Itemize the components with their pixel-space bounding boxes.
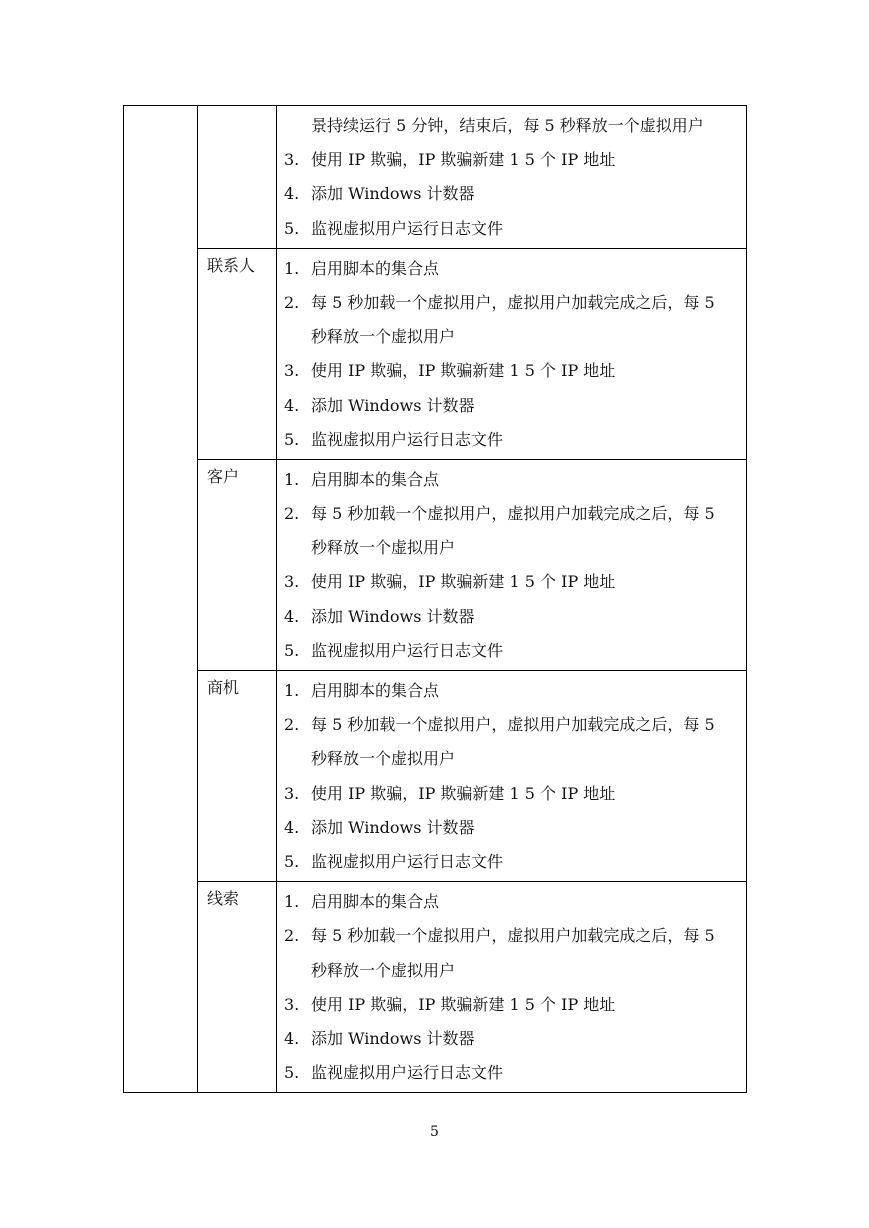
section-items-cell [277,106,747,249]
section-items-cell [277,248,747,459]
section-label-cell [198,882,277,1093]
list-item: 3. 使用 IP 欺骗，IP 欺骗新建 1 5 个 IP 地址 [284,994,616,1014]
scenario-table [123,105,747,1093]
list-item: 5. 监视虚拟用户运行日志文件 [284,429,504,449]
list-item: 1. 启用脚本的集合点 [284,892,440,912]
list-item: 2. 每 5 秒加载一个虚拟用户，虚拟用户加载完成之后，每 5 [284,292,715,312]
list-item: 3. 使用 IP 欺骗，IP 欺骗新建 1 5 个 IP 地址 [284,783,616,803]
list-item: 1. 启用脚本的集合点 [284,469,440,489]
list-item: 5. 监视虚拟用户运行日志文件 [284,1063,504,1083]
section-label-cell [198,459,277,670]
list-item: 4. 添加 Windows 计数器 [284,395,475,415]
blank-first-column [124,106,198,1093]
list-item-wrap: 秒释放一个虚拟用户 [311,327,456,347]
table-row [124,882,747,1093]
list-item: 4. 添加 Windows 计数器 [284,184,475,204]
list-item: 5. 监视虚拟用户运行日志文件 [284,640,504,660]
list-item: 4. 添加 Windows 计数器 [284,606,475,626]
section-label-cell [198,248,277,459]
list-item-continuation: 景持续运行 5 分钟，结束后，每 5 秒释放一个虚拟用户 [311,116,704,135]
list-item: 2. 每 5 秒加载一个虚拟用户，虚拟用户加载完成之后，每 5 [284,504,715,524]
section-label: 线索 [207,889,240,909]
section-label: 联系人 [207,255,256,275]
list-item: 4. 添加 Windows 计数器 [284,817,475,837]
section-label: 商机 [207,678,240,697]
list-item: 5. 监视虚拟用户运行日志文件 [284,218,504,238]
list-item: 4. 添加 Windows 计数器 [284,1028,475,1048]
section-label-cell [198,106,277,249]
section-label-cell [198,671,277,882]
list-item: 3. 使用 IP 欺骗，IP 欺骗新建 1 5 个 IP 地址 [284,572,616,592]
list-item: 2. 每 5 秒加载一个虚拟用户，虚拟用户加载完成之后，每 5 [284,926,715,946]
page-number: 5 [430,1124,439,1140]
table-row [124,459,747,670]
list-item: 1. 启用脚本的集合点 [284,258,440,278]
list-item: 2. 每 5 秒加载一个虚拟用户，虚拟用户加载完成之后，每 5 [284,715,715,735]
section-label: 客户 [207,466,240,486]
table-row [124,671,747,882]
list-item: 3. 使用 IP 欺骗，IP 欺骗新建 1 5 个 IP 地址 [284,150,616,170]
list-item-wrap: 秒释放一个虚拟用户 [311,749,456,769]
list-item-wrap: 秒释放一个虚拟用户 [311,538,456,558]
list-item: 3. 使用 IP 欺骗，IP 欺骗新建 1 5 个 IP 地址 [284,361,616,381]
section-items-cell [277,459,747,670]
table-row [124,248,747,459]
table-row [124,106,747,249]
list-item: 5. 监视虚拟用户运行日志文件 [284,851,504,871]
list-item-wrap: 秒释放一个虚拟用户 [311,960,456,980]
list-item: 1. 启用脚本的集合点 [284,681,440,700]
section-items-cell [277,671,747,882]
section-items-cell [277,882,747,1093]
